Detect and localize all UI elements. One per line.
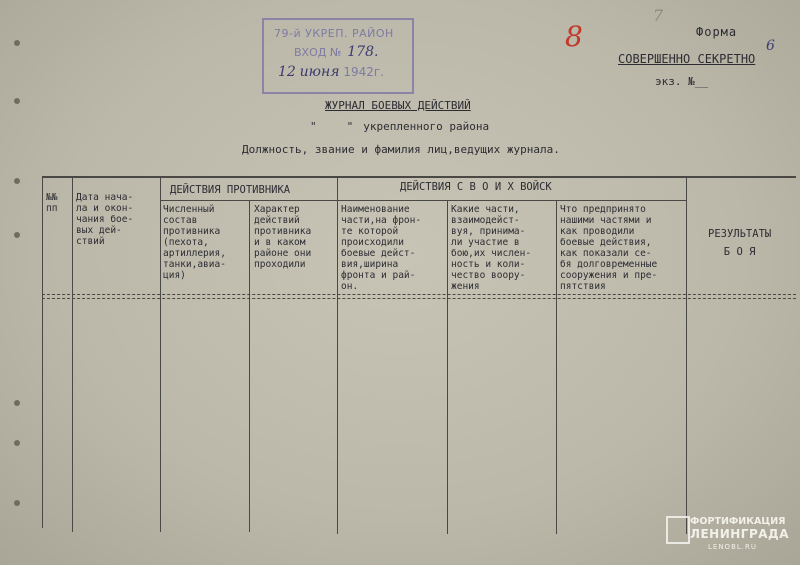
table-top-border	[42, 176, 796, 178]
watermark-line2: ЛЕНИНГРАДА	[690, 527, 789, 541]
header-own-unit: Наименование части,на фрон- те которой происходили боевые дейст- вия,ширина фронта и рай- он.	[341, 204, 422, 292]
watermark-line3: LENOBL.RU	[708, 543, 757, 551]
col-line-4	[337, 178, 338, 534]
stamp-line-date	[278, 64, 384, 80]
col-line-2	[160, 178, 161, 532]
stamp-number-label: ВХОД №	[294, 46, 342, 59]
header-group-own: ДЕЙСТВИЯ С В О И Х ВОЙСК	[400, 181, 552, 193]
header-group-enemy: ДЕЙСТВИЯ ПРОТИВНИКА	[170, 184, 291, 196]
header-num: №№ пп	[46, 192, 58, 214]
stamp-year: 1942	[343, 65, 374, 79]
subtitle-quote-open: "	[310, 120, 317, 133]
col-line-7	[686, 178, 687, 534]
stamp-line-unit: 79-й УКРЕП. РАЙОН	[274, 27, 394, 40]
form-label: Форма	[696, 25, 738, 39]
secrecy-mark: СОВЕРШЕННО СЕКРЕТНО	[618, 52, 756, 66]
col-line-5	[447, 200, 448, 534]
form-number: 6	[766, 38, 775, 54]
subtitle-text: укрепленного района	[363, 120, 490, 133]
stamp-number-handwritten: 178.	[347, 44, 379, 60]
header-own-cooperation: Какие части, взаимодейст- вуя, принима- ли участие в бою,их числен- ность и коли- чество воору- жения	[451, 204, 532, 292]
red-pencil-number: 8	[565, 20, 583, 53]
subtitle-quote-close: "	[346, 120, 354, 133]
pencil-number: 7	[653, 6, 664, 25]
header-enemy-actions: Характер действий противника и в каком районе они проходили	[254, 204, 312, 270]
table-header-bottom-border	[42, 294, 796, 295]
stamp-line-number	[294, 44, 378, 60]
header-enemy-strength: Численный состав противника (пехота, артиллерия, танки,авиа- ция)	[163, 204, 226, 281]
header-results: РЕЗУЛЬТАТЫ Б О Я	[708, 228, 772, 258]
table-group-divider	[160, 200, 686, 201]
col-line-0	[42, 178, 43, 528]
col-line-6	[556, 200, 557, 534]
stamp-month: июня	[299, 64, 340, 80]
document-subtitle	[310, 120, 489, 133]
header-date: Дата нача- ла и окон- чания бое- вых дей- ствий	[76, 192, 134, 247]
stamp-day: 12	[278, 64, 296, 80]
col-line-1	[72, 178, 73, 532]
registration-stamp	[262, 18, 414, 94]
watermark-line1: ФОРТИФИКАЦИЯ	[690, 516, 786, 527]
stamp-year-suffix: г.	[373, 65, 384, 79]
document-title: ЖУРНАЛ БОЕВЫХ ДЕЙСТВИЙ	[325, 99, 471, 112]
col-line-3	[249, 200, 250, 532]
header-own-measures: Что предпринято нашими частями и как проводили боевые действия, как показали се- бя долговременные сооружения и пре- пятствия	[560, 204, 658, 292]
copy-number: экз. №__	[655, 75, 708, 88]
persons-line: Должность, звание и фамилия лиц,ведущих журнала.	[242, 143, 560, 156]
watermark-logo	[666, 514, 788, 554]
table-header-bottom-border-2	[42, 298, 796, 299]
fortress-icon	[666, 516, 690, 544]
